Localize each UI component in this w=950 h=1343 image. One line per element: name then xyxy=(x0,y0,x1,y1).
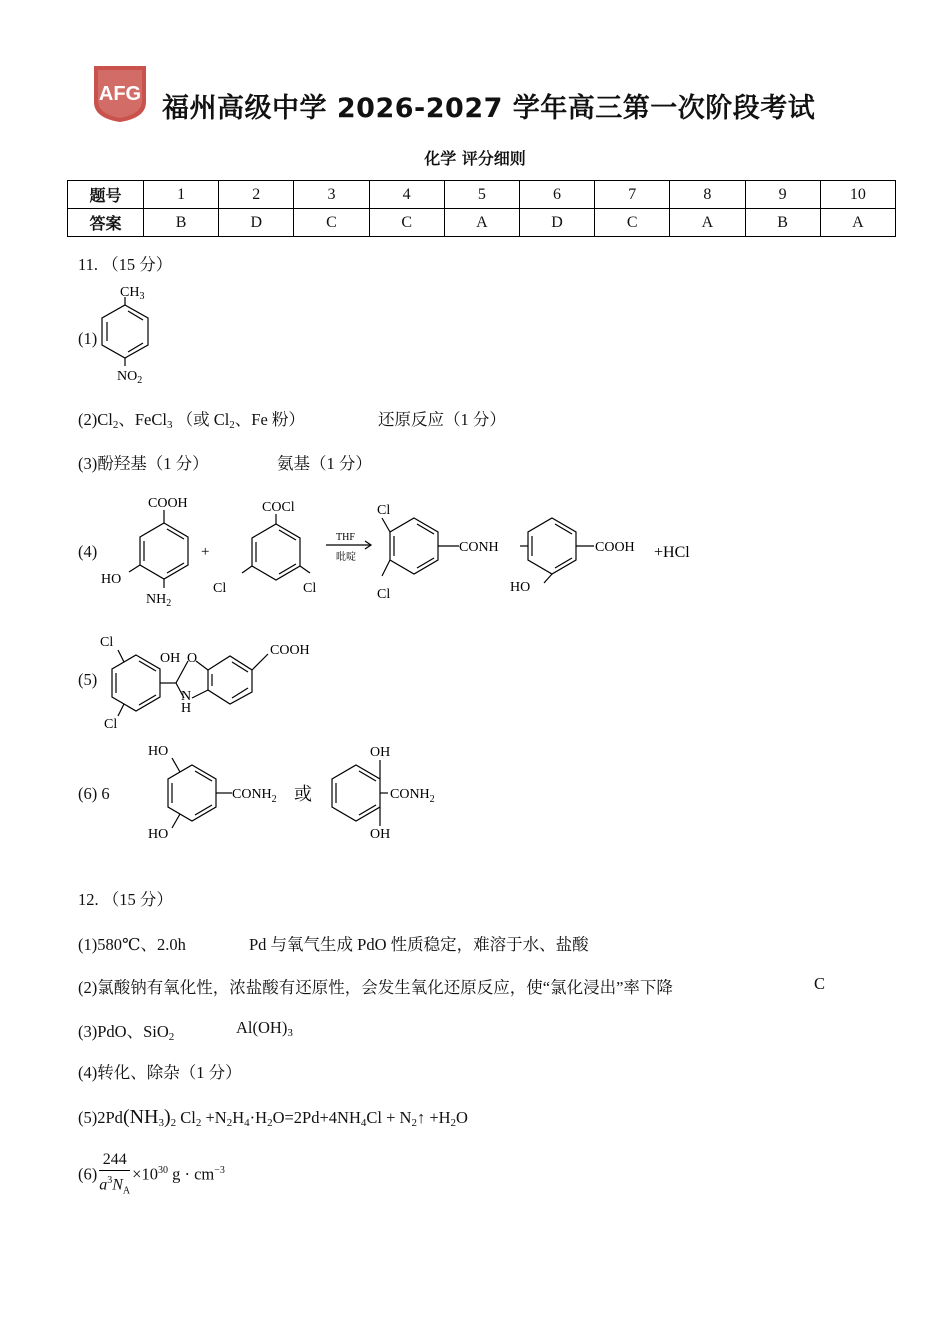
cl-group: Cl xyxy=(377,503,391,518)
conh2-group: $CONH_2$ xyxy=(390,787,435,805)
cl-group: Cl xyxy=(104,717,118,732)
q12-2-answer-a: (2)氯酸钠有氧化性，浓盐酸有还原性，会发生氧化还原反应，使“氯化浸出”率下降 xyxy=(78,978,673,997)
answer-table xyxy=(67,180,896,237)
subscript: 2 xyxy=(112,419,119,431)
table-cell: A xyxy=(670,209,745,237)
ring-n: N xyxy=(181,689,192,704)
subscript: 2 xyxy=(411,1117,417,1129)
structure-benzoxazoline xyxy=(96,628,336,734)
eq-part: Cl xyxy=(176,1108,196,1127)
subscript: 2 xyxy=(226,1117,233,1129)
superscript: −3 xyxy=(214,1165,225,1177)
eq-part: Cl + N xyxy=(366,1108,412,1127)
table-cell: A xyxy=(820,209,895,237)
no2-group: $NO_2$ xyxy=(117,369,143,386)
q11-2-text: 、FeCl xyxy=(118,410,167,429)
q11-4-label: (4) xyxy=(78,542,98,561)
table-cell: B xyxy=(745,209,820,237)
row-label: 答案 xyxy=(68,209,144,237)
q12-2-answer-b: C xyxy=(814,974,826,993)
q11-2-text: （或 Cl xyxy=(172,410,230,429)
eq-part: H xyxy=(232,1108,245,1127)
table-cell: 3 xyxy=(294,181,369,209)
eq-part: +N xyxy=(201,1108,227,1127)
table-cell: D xyxy=(519,209,594,237)
table-cell: 7 xyxy=(595,181,670,209)
table-cell: 8 xyxy=(670,181,745,209)
q11-heading: 11. （15 分） xyxy=(78,255,173,274)
subscript: 3 xyxy=(158,1117,164,1129)
plus-sign: + xyxy=(201,544,210,560)
q12-3-text: (3)PdO、SiO xyxy=(78,1022,169,1041)
ho-group: HO xyxy=(148,744,169,759)
q12-4-answer: (4)转化、除杂（1 分） xyxy=(78,1063,242,1082)
hcl-byproduct: +HCl xyxy=(654,544,690,561)
eq-part: ↑ xyxy=(416,1108,426,1127)
eq-part: (6) xyxy=(78,1164,98,1184)
eq-part: a xyxy=(99,1176,108,1194)
subscript: 4 xyxy=(244,1117,250,1129)
ring-o: O xyxy=(187,651,198,666)
q11-2-text: 、Fe 粉） xyxy=(234,410,305,429)
q12-3-answer-b xyxy=(236,1018,293,1039)
eq-part: ·H xyxy=(249,1108,268,1127)
fraction-numerator: 244 xyxy=(99,1150,130,1171)
page-title: 福州高级中学 2026-2027 学年高三第一次阶段考试 xyxy=(162,93,816,124)
q12-1-answer-b: Pd 与氧气生成 PdO 性质稳定，难溶于水、盐酸 xyxy=(249,935,589,954)
subscript: A xyxy=(122,1185,131,1197)
q11-2-reaction-type: 还原反应（1 分） xyxy=(378,410,506,429)
cl-group: Cl xyxy=(303,581,317,596)
table-cell: 9 xyxy=(745,181,820,209)
cl-group: Cl xyxy=(213,581,227,596)
q12-5-equation xyxy=(78,1106,468,1129)
conh2-group: $CONH_2$ xyxy=(232,787,277,805)
structure-p-nitrotoluene xyxy=(100,283,170,391)
eq-part: (5) xyxy=(78,1108,98,1127)
eq-part: N xyxy=(112,1176,123,1194)
q12-3-answer-a xyxy=(78,1018,174,1043)
condition-pyridine: 吡啶 xyxy=(336,552,356,563)
superscript: 30 xyxy=(157,1165,168,1177)
conh-group: CONH xyxy=(459,540,499,555)
q11-3-answer-a: (3)酚羟基（1 分） xyxy=(78,454,209,473)
structure-isomers xyxy=(144,738,454,846)
table-row-answers xyxy=(68,209,896,237)
page-subtitle: 化学 评分细则 xyxy=(424,149,526,168)
subscript: 2 xyxy=(195,1117,202,1129)
ho-group: HO xyxy=(148,827,169,842)
q11-3-answer-b: 氨基（1 分） xyxy=(277,454,372,473)
row-label: 题号 xyxy=(68,181,144,209)
q12-1-answer-a: (1)580℃、2.0h xyxy=(78,935,186,954)
eq-part: g · cm xyxy=(167,1164,215,1184)
q12-heading: 12. （15 分） xyxy=(78,890,173,909)
table-row-numbers xyxy=(68,181,896,209)
subscript: 2 xyxy=(267,1117,273,1129)
q11-1-label: (1) xyxy=(78,329,98,348)
cocl-group: COCl xyxy=(262,500,295,515)
eq-part: 2Pd xyxy=(97,1108,123,1127)
q11-5-label: (5) xyxy=(78,670,98,689)
table-cell: C xyxy=(595,209,670,237)
eq-part: +H xyxy=(425,1108,451,1127)
reaction-scheme xyxy=(96,488,716,610)
density-fraction xyxy=(99,1150,130,1202)
oh-group: OH xyxy=(370,745,391,760)
q11-2-answer xyxy=(78,406,305,431)
cooh-group: COOH xyxy=(148,496,188,511)
cl-group: Cl xyxy=(100,635,114,650)
q11-6-label: (6) 6 xyxy=(78,784,110,803)
superscript: 3 xyxy=(107,1175,113,1186)
table-cell: 4 xyxy=(369,181,444,209)
table-cell: A xyxy=(444,209,519,237)
ho-group: HO xyxy=(101,572,122,587)
ho-group: HO xyxy=(510,580,531,595)
cooh-group: COOH xyxy=(270,643,310,658)
table-cell: C xyxy=(294,209,369,237)
table-cell: 5 xyxy=(444,181,519,209)
eq-part: (NH xyxy=(122,1106,159,1128)
subscript: 4 xyxy=(360,1117,367,1129)
subscript: 3 xyxy=(166,419,173,431)
cooh-group: COOH xyxy=(595,540,635,555)
q12-3-text: Al(OH) xyxy=(236,1018,288,1037)
oh-group: OH xyxy=(160,651,181,666)
logo-text: AFG xyxy=(98,83,142,105)
fraction-denominator xyxy=(99,1171,130,1202)
table-cell: B xyxy=(144,209,219,237)
eq-part: O=2Pd+4NH xyxy=(272,1108,361,1127)
table-cell: D xyxy=(219,209,294,237)
ring-h: H xyxy=(181,701,192,716)
table-cell: 2 xyxy=(219,181,294,209)
subscript: 2 xyxy=(229,419,235,431)
table-cell: 6 xyxy=(519,181,594,209)
eq-part: O xyxy=(456,1108,468,1127)
eq-part: ) xyxy=(163,1106,171,1128)
eq-part: ×10 xyxy=(132,1164,158,1184)
subscript: 3 xyxy=(287,1027,293,1039)
table-cell: C xyxy=(369,209,444,237)
subscript: 2 xyxy=(170,1117,177,1129)
q12-6-answer xyxy=(78,1150,225,1202)
condition-thf: THF xyxy=(336,532,355,543)
or-text: 或 xyxy=(294,784,312,804)
school-logo xyxy=(88,60,152,124)
cl-group: Cl xyxy=(377,587,391,602)
subscript: 2 xyxy=(450,1117,457,1129)
nh2-group: $NH_2$ xyxy=(146,592,172,609)
q11-2-text: (2)Cl xyxy=(78,410,113,429)
subscript: 2 xyxy=(168,1031,175,1043)
table-cell: 10 xyxy=(820,181,895,209)
table-cell: 1 xyxy=(144,181,219,209)
ch3-group: $CH_3$ xyxy=(120,285,145,302)
oh-group: OH xyxy=(370,827,391,842)
